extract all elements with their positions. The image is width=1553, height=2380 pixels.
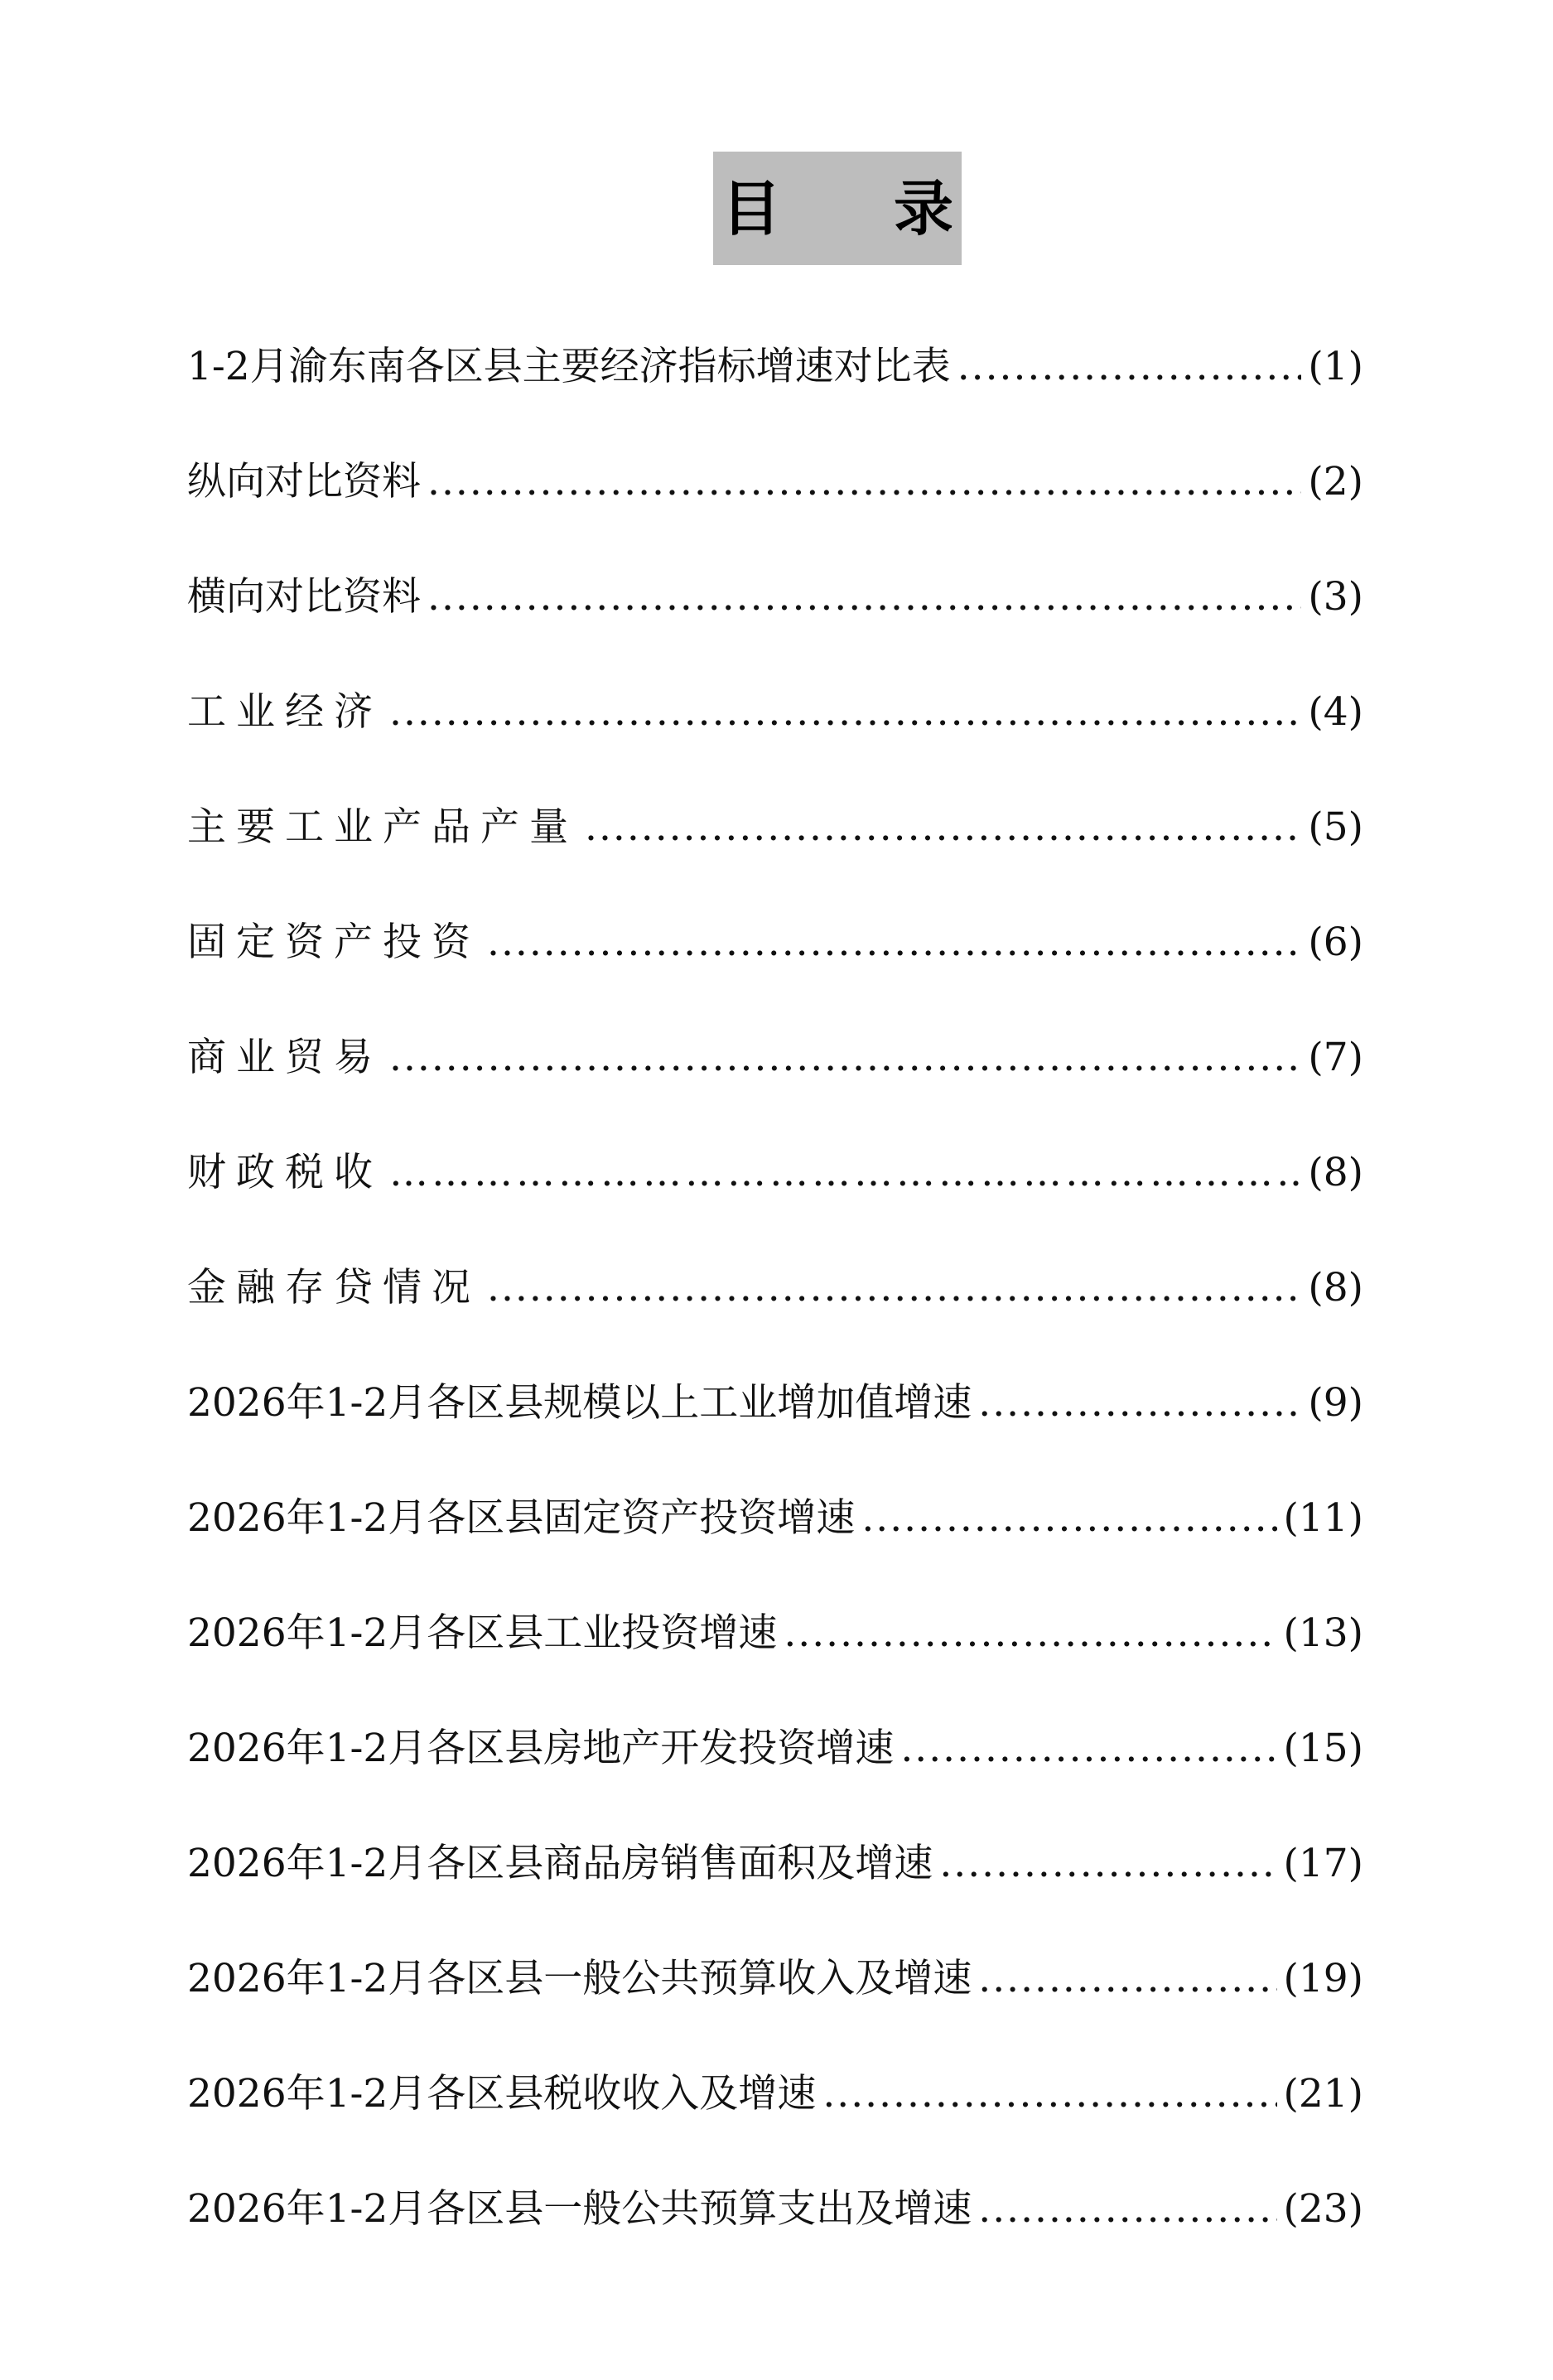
toc-entry-label: 2026年1-2月各区县一般公共预算支出及增速 — [187, 2186, 972, 2232]
toc-dot-leader — [427, 447, 1301, 518]
toc-entry-page: (21) — [1283, 2071, 1363, 2117]
toc-entry[interactable] — [187, 562, 1363, 677]
toc-title — [713, 152, 962, 265]
toc-entry-page: (8) — [1308, 1265, 1363, 1311]
toc-dot-leader — [978, 2174, 1276, 2245]
toc-entry-page: (2) — [1308, 459, 1363, 504]
toc-dot-leader — [487, 907, 1301, 978]
toc-entry-label: 2026年1-2月各区县规模以上工业增加值增速 — [187, 1380, 972, 1426]
toc-dot-leader — [900, 1713, 1276, 1784]
toc-entry[interactable] — [187, 1253, 1363, 1368]
toc-entry-page: (13) — [1283, 1610, 1363, 1656]
toc-entry-label: 固定资产投资 — [187, 920, 480, 965]
toc-entry-page: (8) — [1308, 1150, 1363, 1195]
toc-entry-label: 2026年1-2月各区县一般公共预算收入及增速 — [187, 1956, 972, 2001]
toc-entry-label: 财政税收 — [187, 1150, 383, 1195]
toc-entry[interactable] — [187, 677, 1363, 792]
toc-entry-page: (3) — [1308, 574, 1363, 620]
toc-entry[interactable] — [187, 1598, 1363, 1713]
toc-dot-leader — [957, 331, 1302, 403]
toc-entry-page: (17) — [1283, 1841, 1363, 1886]
toc-entry-page: (11) — [1283, 1495, 1363, 1541]
toc-entry[interactable] — [187, 1713, 1363, 1828]
toc-entry[interactable] — [187, 2059, 1363, 2174]
toc-entry-page: (5) — [1308, 804, 1363, 850]
toc-dot-leader — [487, 1253, 1301, 1324]
table-of-contents — [187, 331, 1363, 2289]
toc-entry-label: 2026年1-2月各区县固定资产投资增速 — [187, 1495, 856, 1541]
toc-dot-leader — [389, 677, 1301, 748]
toc-entry[interactable] — [187, 1368, 1363, 1483]
toc-entry-page: (1) — [1308, 344, 1363, 389]
toc-entry-page: (19) — [1283, 1956, 1363, 2001]
toc-entry-label: 金融存贷情况 — [187, 1265, 480, 1311]
toc-entry[interactable] — [187, 2174, 1363, 2289]
toc-dot-leader — [585, 792, 1301, 863]
toc-dot-leader — [389, 1022, 1301, 1093]
toc-entry[interactable] — [187, 1828, 1363, 1943]
toc-title-char-1: 目 — [721, 173, 782, 244]
toc-entry-label: 2026年1-2月各区县工业投资增速 — [187, 1610, 778, 1656]
toc-entry-label: 横向对比资料 — [187, 574, 421, 620]
toc-dot-leader — [978, 1368, 1301, 1439]
toc-dot-leader — [784, 1598, 1276, 1669]
toc-entry[interactable] — [187, 1022, 1363, 1137]
toc-entry-label: 2026年1-2月各区县税收收入及增速 — [187, 2071, 817, 2117]
toc-entry-page: (23) — [1283, 2186, 1363, 2232]
toc-entry-label: 1-2月渝东南各区县主要经济指标增速对比表 — [187, 344, 951, 389]
toc-entry[interactable] — [187, 907, 1363, 1022]
toc-dot-leader — [939, 1828, 1276, 1900]
toc-entry[interactable] — [187, 1137, 1363, 1253]
toc-entry-page: (7) — [1308, 1035, 1363, 1080]
toc-entry[interactable] — [187, 331, 1363, 447]
toc-dot-leader — [427, 562, 1301, 633]
toc-entry[interactable] — [187, 1483, 1363, 1598]
toc-entry-label: 2026年1-2月各区县商品房销售面积及增速 — [187, 1841, 933, 1886]
toc-entry-label: 主要工业产品产量 — [187, 804, 578, 850]
toc-entry[interactable] — [187, 447, 1363, 562]
toc-dot-leader — [822, 2059, 1276, 2130]
toc-entry-page: (4) — [1308, 689, 1363, 735]
toc-entry-label: 纵向对比资料 — [187, 459, 421, 504]
toc-dot-leader — [861, 1483, 1276, 1554]
toc-dot-leader — [389, 1137, 1301, 1209]
toc-entry[interactable] — [187, 792, 1363, 907]
toc-entry-label: 商业贸易 — [187, 1035, 383, 1080]
toc-dot-leader — [978, 1943, 1276, 2015]
toc-entry-label: 工业经济 — [187, 689, 383, 735]
toc-title-char-2: 录 — [893, 173, 953, 244]
toc-entry-page: (15) — [1283, 1726, 1363, 1771]
toc-entry[interactable] — [187, 1943, 1363, 2059]
toc-entry-page: (6) — [1308, 920, 1363, 965]
toc-entry-label: 2026年1-2月各区县房地产开发投资增速 — [187, 1726, 895, 1771]
toc-entry-page: (9) — [1308, 1380, 1363, 1426]
